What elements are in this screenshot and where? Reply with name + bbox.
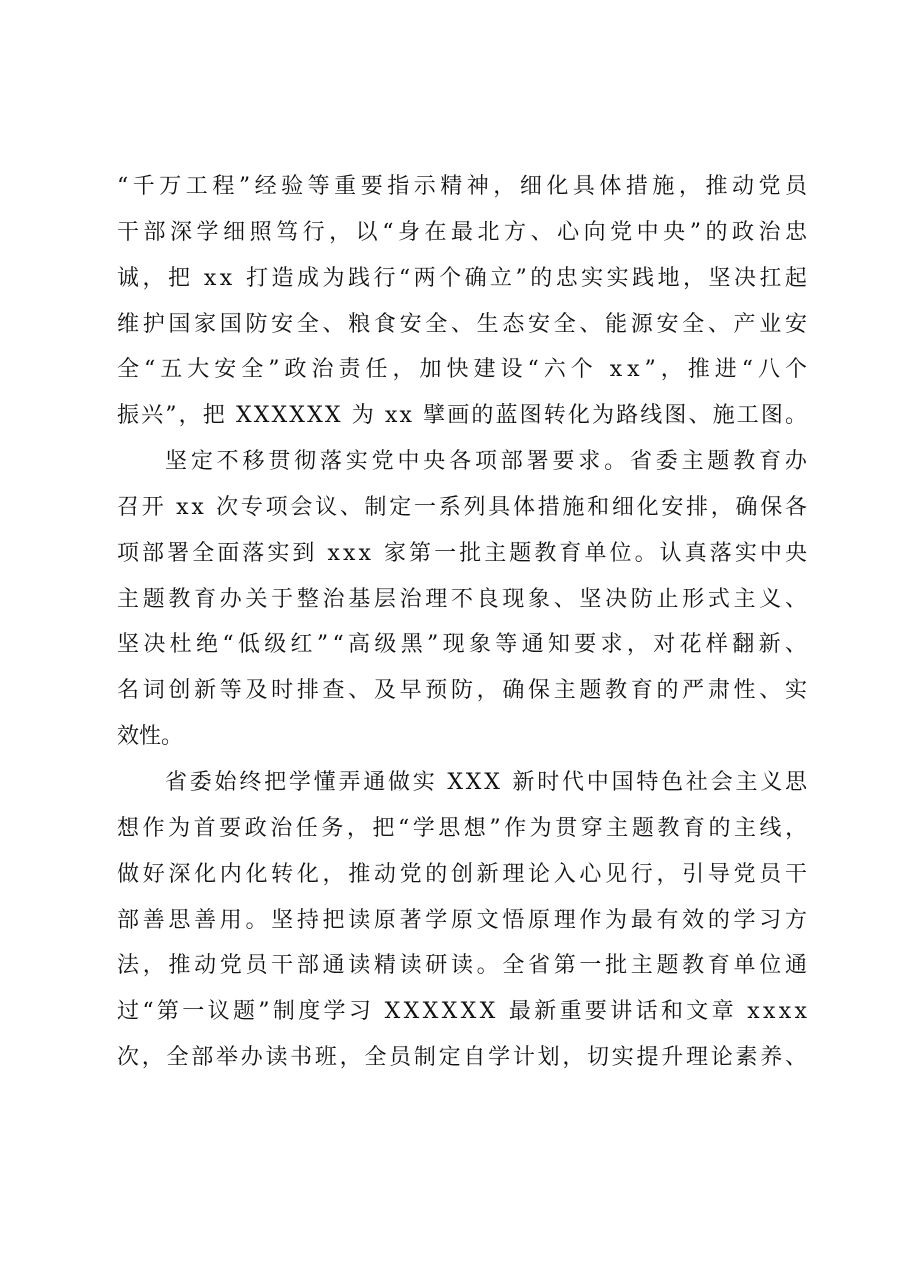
paragraph-1 — [117, 164, 813, 439]
text-line: 项部署全面落实到 xxx 家第一批主题教育单位。认真落实中央 — [117, 540, 811, 566]
text-line: 振兴”，把 XXXXXX 为 xx 擘画的蓝图转化为路线图、施工图。 — [117, 403, 810, 429]
text-line: 过“第一议题”制度学习 XXXXXX 最新重要讲话和文章 xxxx — [117, 999, 811, 1025]
text-line: 法，推动党员干部通读精读研读。全省第一批主题教育单位通 — [117, 953, 811, 979]
text-line: 部善思善用。坚持把读原著学原文悟原理作为最有效的学习方 — [117, 907, 811, 933]
text-line: 做好深化内化转化，推动党的创新理论入心见行，引导党员干 — [117, 861, 811, 887]
text-line: 名词创新等及时排查、及早预防，确保主题教育的严肃性、实 — [117, 678, 811, 704]
text-line: 主题教育办关于整治基层治理不良现象、坚决防止形式主义、 — [117, 586, 811, 612]
document-body — [117, 164, 813, 1081]
text-line: 次，全部举办读书班，全员制定自学计划，切实提升理论素养、 — [117, 1045, 810, 1071]
text-line: 召开 xx 次专项会议、制定一系列具体措施和细化安排，确保各 — [117, 494, 810, 520]
text-line: 效性。 — [117, 724, 184, 750]
text-line: 想作为首要政治任务，把“学思想”作为贯穿主题教育的主线， — [117, 815, 811, 841]
text-line: 诚，把 xx 打造成为践行“两个确立”的忠实实践地，坚决扛起 — [117, 265, 811, 291]
paragraph-2 — [117, 439, 812, 760]
text-line: 维护国家国防安全、粮食安全、生态安全、能源安全、产业安 — [117, 311, 811, 337]
text-line: 省委始终把学懂弄通做实 XXX 新时代中国特色社会主义思 — [165, 769, 810, 795]
text-line: 全“五大安全”政治责任，加快建设“六个 xx”，推进“八个 — [117, 357, 813, 383]
text-line: “千万工程”经验等重要指示精神，细化具体措施，推动党员 — [117, 174, 812, 199]
text-line: 坚定不移贯彻落实党中央各项部署要求。省委主题教育办 — [165, 449, 811, 475]
text-line: 干部深学细照笃行，以“身在最北方、心向党中央”的政治忠 — [117, 219, 812, 245]
paragraph-3 — [117, 760, 811, 1081]
text-line: 坚决杜绝“低级红”“高级黑”现象等通知要求，对花样翻新、 — [117, 632, 812, 658]
